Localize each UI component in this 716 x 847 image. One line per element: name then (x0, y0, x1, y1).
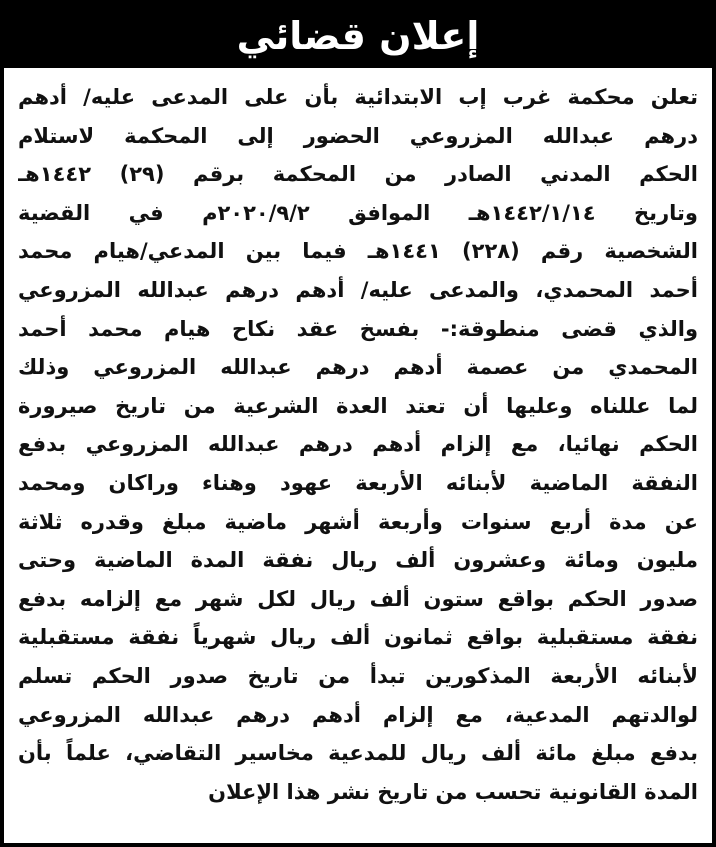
notice-line: الحكم نهائيا، مع إلزام أدهم درهم عبدالله المزروعي بدفع (18, 432, 698, 457)
notice-header (4, 4, 712, 68)
notice-line: المحمدي من عصمة أدهم درهم عبدالله المزروعي وذلك (18, 355, 698, 380)
notice-line: الحكم المدني الصادر من المحكمة برقم (٢٩) ١٤٤٢هـ (18, 162, 698, 187)
notice-line: النفقة الماضية لأبنائه الأربعة عهود وهناء وراكان ومحمد (18, 470, 698, 495)
notice-line: لما عللناه وعليها أن تعتد العدة الشرعية من تاريخ صيرورة (18, 393, 698, 418)
notice-body (18, 78, 698, 811)
notice-line: أحمد المحمدي، والمدعى عليه/ أدهم درهم عبدالله المزروعي (18, 277, 698, 302)
notice-line: الشخصية رقم (٢٢٨) ١٤٤١هـ فيما بين المدعي/هيام محمد (18, 239, 698, 264)
notice-line-last: المدة القانونية تحسب من تاريخ نشر هذا الإعلان (208, 779, 698, 804)
notice-line: وتاريخ ١٤٤٢/١/١٤هـ الموافق ٢٠٢٠/٩/٢م في القضية (18, 200, 698, 225)
notice-line: صدور الحكم بواقع ستون ألف ريال لكل شهر مع إلزامه بدفع (18, 586, 698, 611)
notice-title: إعلان قضائي (236, 14, 480, 58)
notice-line: بدفع مبلغ مائة ألف ريال للمدعية مخاسير التقاضي، علماً بأن (18, 741, 698, 766)
notice-line: تعلن محكمة غرب إب الابتدائية بأن على المدعى عليه/ أدهم (18, 85, 698, 109)
notice-line: مليون ومائة وعشرون ألف ريال نفقة المدة الماضية وحتى (18, 548, 698, 573)
notice-line: عن مدة أربع سنوات وأربعة أشهر ماضية مبلغ وقدره ثلاثة (18, 509, 698, 534)
notice-line: نفقة مستقبلية بواقع ثمانون ألف ريال شهرياً نفقة مستقبلية (18, 625, 698, 650)
notice-line: لأبنائه الأربعة المذكورين تبدأ من تاريخ صدور الحكم تسلم (18, 663, 698, 688)
notice-line: لوالدتهم المدعية، مع إلزام أدهم درهم عبدالله المزروعي (18, 702, 698, 727)
notice-line: والذي قضى منطوقة:- بفسخ عقد نكاح هيام محمد أحمد (18, 316, 698, 341)
notice-line: درهم عبدالله المزروعي الحضور إلى المحكمة لاستلام (18, 123, 698, 148)
